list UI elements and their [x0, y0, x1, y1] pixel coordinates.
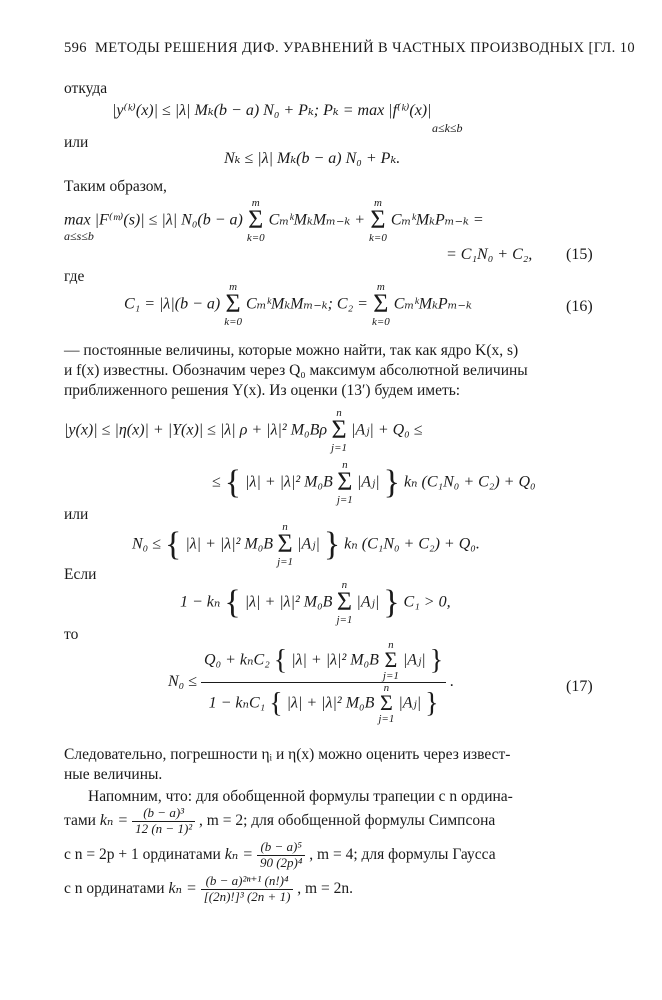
equation-N0-final: N₀ ≤ Q₀ + kₙC₂ { |λ| + |λ|² M₀B n Σ j=1 |Aⱼ| } 1 − kₙC₁ { |λ| + |λ|² M₀B n Σ j=1 |Aⱼ| } .	[168, 639, 455, 726]
sum-k: m Σ k=0	[246, 197, 265, 245]
left-brace: {	[165, 525, 182, 563]
equation-mid: CₘᵏMₖMₘ₋ₖ +	[268, 211, 366, 229]
paragraph-3-line-3: с n = 2p + 1 ординатами kₙ = $\frac{\text{(b − a)⁵}}{\text{90 (2p)⁴}}$ , m = 4; для формулы Гаусса	[64, 839, 496, 870]
word-to: то	[64, 626, 79, 643]
equation-number-15: (15)	[566, 246, 593, 263]
equation-left: max |F⁽ᵐ⁾(s)| ≤ |λ| N₀(b − a)	[64, 211, 243, 229]
right-brace: }	[383, 583, 400, 621]
eq9-denominator: 1 − kₙC₁ { |λ| + |λ|² M₀B n Σ j=1 |Aⱼ| }	[208, 681, 439, 726]
right-brace: }	[383, 463, 400, 501]
sum-j: n Σ j=1	[331, 407, 348, 455]
running-header	[64, 40, 635, 57]
word-ili: или	[64, 134, 89, 151]
paragraph-1-line-3: приближенного решения Y(x). Из оценки (13′) будем иметь:	[64, 382, 461, 399]
c1-right: CₘᵏMₖMₘ₋ₖ; C₂ =	[246, 295, 368, 313]
left-brace: {	[224, 583, 241, 621]
sum-k-2: m Σ k=0	[369, 197, 387, 245]
equation-number-17: (17)	[566, 678, 593, 695]
equation-constants	[124, 282, 472, 328]
kn-trapezoid-fraction: $\frac{\text{(b − a)³}}{\text{12 (n − 1)²}}$	[132, 806, 195, 837]
page-number: 596	[64, 40, 87, 56]
kn-gauss-fraction: $\frac{\text{(b − a)²ⁿ⁺¹ (n!)⁴}}{\text{[(2n)!]³ (2n + 1)}}$	[201, 874, 294, 905]
kn-simpson-fraction: $\frac{\text{(b − a)⁵}}{\text{90 (2p)⁴}}$	[257, 840, 305, 871]
paragraph-1-line-2: и f(x) известны. Обозначим через Q₀ максимум абсолютной величины	[64, 362, 528, 379]
eq9-fraction	[201, 640, 446, 725]
paragraph-4-line: с n ординатами kₙ = $\frac{\text{(b − a)²ⁿ⁺¹ (n!)⁴}}{\text{[(2n)!]³ (2n + 1)}}$ , m = 2n.	[64, 873, 353, 904]
equation-y-bound-line2: ≤ { |λ| + |λ|² M₀B n Σ j=1 |Aⱼ| } kₙ (C₁N₀ + C₂) + Q₀	[212, 459, 536, 507]
running-title: МЕТОДЫ РЕШЕНИЯ ДИФ. УРАВНЕНИЙ В ЧАСТНЫХ ПРОИЗВОДНЫХ [ГЛ. 10	[95, 40, 636, 56]
eq5-right: |Aⱼ| + Q₀ ≤	[351, 421, 423, 439]
max-limit-s: a≤s≤b	[64, 229, 94, 243]
equation-right: CₘᵏMₖPₘ₋ₖ =	[390, 211, 484, 229]
equation-nk-bound: Nₖ ≤ |λ| Mₖ(b − a) N₀ + Pₖ.	[224, 150, 401, 167]
paragraph-3-line-2: тами kₙ = $\frac{\text{(b − a)³}}{\text{12 (n − 1)²}}$ , m = 2; для обобщенной формулы Симпсона	[64, 805, 496, 836]
max-limit: a≤k≤b	[432, 121, 463, 135]
paragraph-2-line-1: Следовательно, погрешности ηᵢ и η(x) можно оценить через извест-	[64, 746, 511, 763]
c1-left: C₁ = |λ|(b − a)	[124, 295, 221, 313]
word-esli: Если	[64, 566, 97, 583]
equation-derivative-bound	[112, 102, 432, 120]
word-ili-2: или	[64, 506, 89, 523]
c2-right: CₘᵏMₖPₘ₋ₖ	[393, 295, 472, 313]
paragraph-2-line-2: ные величины.	[64, 766, 163, 783]
equation-F-bound-line2: = C₁N₀ + C₂,	[446, 246, 533, 263]
equation-condition: 1 − kₙ { |λ| + |λ|² M₀B n Σ j=1 |Aⱼ| } C₁ > 0,	[180, 579, 451, 627]
paragraph-3-line-1: Напомним, что: для обобщенной формулы трапеции с n ордина-	[88, 788, 513, 805]
sum-j-2: n Σ j=1	[336, 459, 353, 507]
equation-number-16: (16)	[566, 298, 593, 315]
equation-y-bound	[64, 408, 423, 454]
left-brace: {	[224, 463, 242, 501]
right-brace: }	[323, 525, 341, 563]
sum-j-4: n Σ j=1	[336, 579, 353, 627]
word-gde: где	[64, 268, 85, 285]
eq9-lhs: N₀ ≤	[168, 673, 198, 691]
eq5-left: |y(x)| ≤ |η(x)| + |Y(x)| ≤ |λ| ρ + |λ|² M₀Bρ	[64, 421, 328, 439]
sum-k-3: m Σ k=0	[224, 281, 243, 329]
equation-text: |y⁽ᵏ⁾(x)| ≤ |λ| Mₖ(b − a) N₀ + Pₖ; Pₖ = max |f⁽ᵏ⁾(x)|	[112, 102, 432, 119]
sum-j-3: n Σ j=1	[277, 521, 294, 569]
paragraph-1-line-1: — постоянные величины, которые можно найти, так как ядро K(x, s)	[64, 342, 519, 359]
equation-F-bound	[64, 198, 484, 244]
eq9-numerator: Q₀ + kₙC₂ { |λ| + |λ|² M₀B n Σ j=1 |Aⱼ| }	[201, 640, 446, 683]
word-otkuda: откуда	[64, 80, 108, 97]
sum-k-4: m Σ k=0	[371, 281, 390, 329]
equation-N0-bound: N₀ ≤ { |λ| + |λ|² M₀B n Σ j=1 |Aⱼ| } kₙ (C₁N₀ + C₂) + Q₀.	[132, 521, 480, 569]
text-takim-obrazom: Таким образом,	[64, 178, 167, 195]
